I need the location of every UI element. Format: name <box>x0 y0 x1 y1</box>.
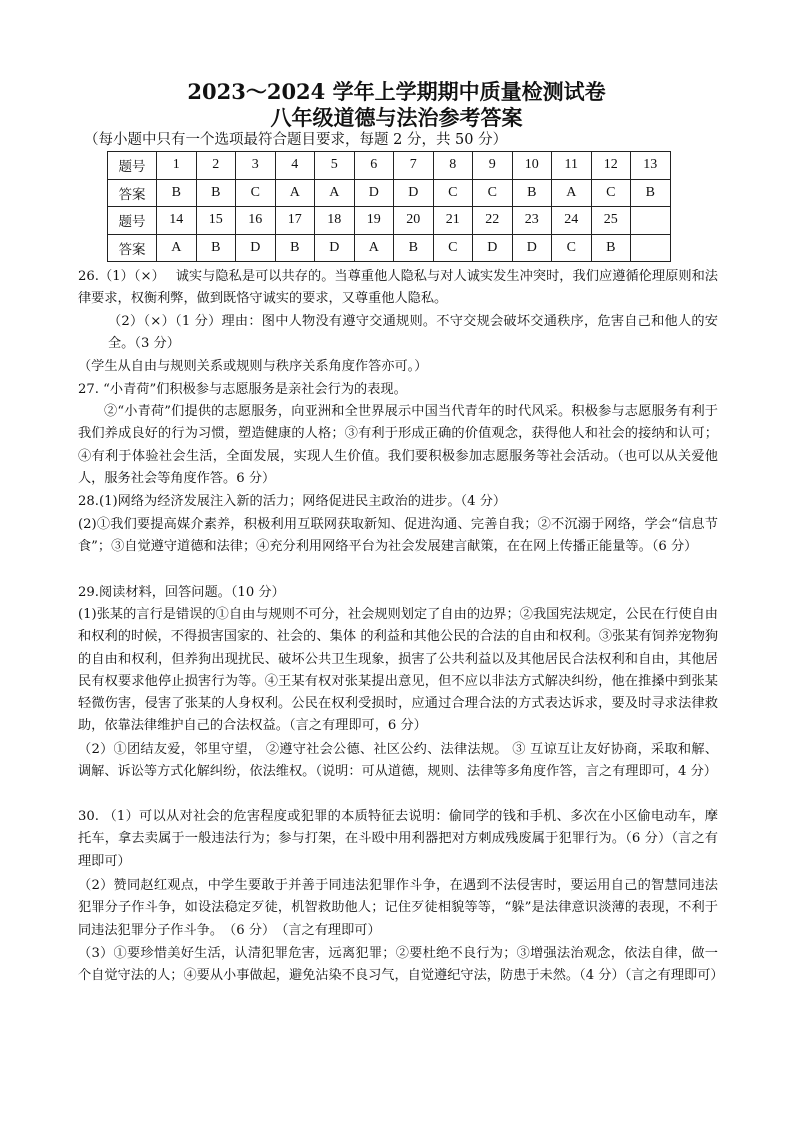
table-cell: B <box>591 234 631 262</box>
table-cell: D <box>315 234 355 262</box>
table-cell: C <box>591 179 631 207</box>
answer-27-body: ②“小青荷”们提供的志愿服务，向亚洲和全世界展示中国当代青年的时代风采。积极参与志愿服务有利于我们养成良好的行为习惯，塑造健康的人格；③有利于形成正确的价值观念，获得他人和社会的接纳和认可；④有利于体验社会生活，全面发展，实现人生价值。我们要积极参加志愿服务等社会活动。（也可以从关爱他人，服务社会等角度作答。6 分） <box>78 404 718 486</box>
choice-instructions: （每小题中只有一个选项最符合题目要求，每题 2 分，共 50 分） <box>84 132 508 148</box>
table-cell: D <box>394 179 434 207</box>
table-cell: B <box>196 234 236 262</box>
table-row <box>108 234 671 262</box>
table-cell: 13 <box>631 152 671 180</box>
table-row <box>108 179 671 207</box>
table-cell: 12 <box>591 152 631 180</box>
table-cell: 20 <box>394 207 434 235</box>
table-cell: D <box>512 234 552 262</box>
table-cell: A <box>315 179 355 207</box>
table-cell: C <box>552 234 592 262</box>
table-cell: B <box>275 234 315 262</box>
table-cell: C <box>433 179 473 207</box>
table-cell: B <box>157 179 197 207</box>
table-row-label: 答案 <box>108 234 157 262</box>
table-cell: 2 <box>196 152 236 180</box>
answer-30-part2: （2）赞同赵红观点，中学生要敢于并善于同违法犯罪作斗争，在遇到不法侵害时，要运用自己的智慧同违法犯罪分子作斗争，如设法稳定歹徒，机智救助他人；记住歹徒相貌等等，“躲”是法律意识淡薄的表现，不利于同违法犯罪分子作斗争。 （6 分） （言之有理即可） <box>78 878 718 938</box>
table-row-label: 答案 <box>108 179 157 207</box>
answer-26-note: （学生从自由与规则关系或规则与秩序关系角度作答亦可。） <box>78 359 428 374</box>
table-cell: B <box>394 234 434 262</box>
answer-29-part2: （2）①团结友爱，邻里守望， ②遵守社会公德、社区公约、法律法规。 ③ 互谅互让友好协商，采取和解、调解、诉讼等方式化解纠纷，依法维权。（说明：可从道德，规则、法律等多角度作答，言之有理即可，4 分） <box>78 742 718 780</box>
table-cell: D <box>473 234 513 262</box>
table-cell: 5 <box>315 152 355 180</box>
table-cell: 25 <box>591 207 631 235</box>
table-cell: 23 <box>512 207 552 235</box>
table-cell: 16 <box>236 207 276 235</box>
table-cell: B <box>631 179 671 207</box>
table-cell: 18 <box>315 207 355 235</box>
table-cell <box>631 207 671 235</box>
answer-30-part3: （3）①要珍惜美好生活，认清犯罪危害，远离犯罪；②要杜绝不良行为；③增强法治观念，依法自律，做一个自觉守法的人；④要从小事做起，避免沾染不良习气，自觉遵纪守法，防患于未然。（4 分）（言之有理即可） <box>78 946 724 984</box>
answer-26-part2: （2）（×）（1 分）理由：图中人物没有遵守交通规则。不守交规会破坏交通秩序，危害自己和他人的安全。（3 分） <box>108 314 718 352</box>
answer-table <box>107 151 671 262</box>
table-row <box>108 207 671 235</box>
table-cell: 3 <box>236 152 276 180</box>
table-cell: 1 <box>157 152 197 180</box>
table-cell: A <box>354 234 394 262</box>
answer-28-part2: (2)①我们要提高媒介素养，积极利用互联网获取新知、促进沟通、完善自我；②不沉溺于网络，学会“信息节食”；③自觉遵守道德和法律；④充分利用网络平台为社会发展建言献策，在在网上传播正能量等。（6 分） <box>78 517 718 555</box>
table-cell <box>631 234 671 262</box>
table-row <box>108 152 671 180</box>
table-cell: 6 <box>354 152 394 180</box>
answer-30-part1: 30. （1）可以从对社会的危害程度或犯罪的本质特征去说明：偷同学的钱和手机、多次在小区偷电动车，摩托车，拿去卖属于一般违法行为；参与打架，在斗殴中用利器把对方刺成残废属于犯罪行为。（6 分）（言之有理即可） <box>78 809 718 869</box>
table-cell: 21 <box>433 207 473 235</box>
table-cell: D <box>354 179 394 207</box>
table-cell: 11 <box>552 152 592 180</box>
table-row-label: 题号 <box>108 207 157 235</box>
answer-29-part1: (1)张某的言行是错误的①自由与规则不可分，社会规则划定了自由的边界；②我国宪法规定，公民在行使自由和权利的时候，不得损害国家的、社会的、集体 的利益和其他公民的合法的自由和权利。③张某有饲养宠物狗的自由和权利，但养狗出现扰民、破坏公共卫生现象，损害了公共利益以及其他居民合法权利和自由，其他居民有权要求他停止损害行为等。④王某有权对张某提出意见，但不应以非法方式解决纠纷，他在推搡中到张某轻微伤害，侵害了张某的人身权利。公民在权利受损时，应通过合理合法的方式表达诉求，要及时寻求法律救助，依靠法律维护自己的合法权益。（言之有理即可，6 分） <box>78 607 718 734</box>
table-cell: 19 <box>354 207 394 235</box>
table-cell: A <box>275 179 315 207</box>
table-cell: 14 <box>157 207 197 235</box>
table-cell: 22 <box>473 207 513 235</box>
table-cell: D <box>236 234 276 262</box>
table-cell: B <box>196 179 236 207</box>
table-cell: 9 <box>473 152 513 180</box>
table-cell: 10 <box>512 152 552 180</box>
table-row-label: 题号 <box>108 152 157 180</box>
table-cell: B <box>512 179 552 207</box>
table-cell: A <box>157 234 197 262</box>
document-subtitle: 八年级道德与法治参考答案 <box>270 105 523 130</box>
table-cell: C <box>236 179 276 207</box>
table-cell: A <box>552 179 592 207</box>
table-cell: C <box>473 179 513 207</box>
table-cell: 4 <box>275 152 315 180</box>
answer-27-intro: 27. “小青荷”们积极参与志愿服务是亲社会行为的表现。 <box>78 382 407 397</box>
table-cell: 15 <box>196 207 236 235</box>
table-cell: 8 <box>433 152 473 180</box>
table-cell: C <box>433 234 473 262</box>
table-cell: 24 <box>552 207 592 235</box>
table-cell: 7 <box>394 152 434 180</box>
table-cell: 17 <box>275 207 315 235</box>
answer-29-heading: 29.阅读材料，回答问题。（10 分） <box>78 585 285 600</box>
document-title: 2023～2024 学年上学期期中质量检测试卷 <box>187 79 606 104</box>
answer-28-part1: 28.(1)网络为经济发展注入新的活力；网络促进民主政治的进步。（4 分） <box>78 494 507 509</box>
answer-26-part1: 26.（1）（×） 诚实与隐私是可以共存的。当尊重他人隐私与对人诚实发生冲突时，我们应遵循伦理原则和法律要求，权衡利弊，做到既恪守诚实的要求，又尊重他人隐私。 <box>78 269 718 307</box>
